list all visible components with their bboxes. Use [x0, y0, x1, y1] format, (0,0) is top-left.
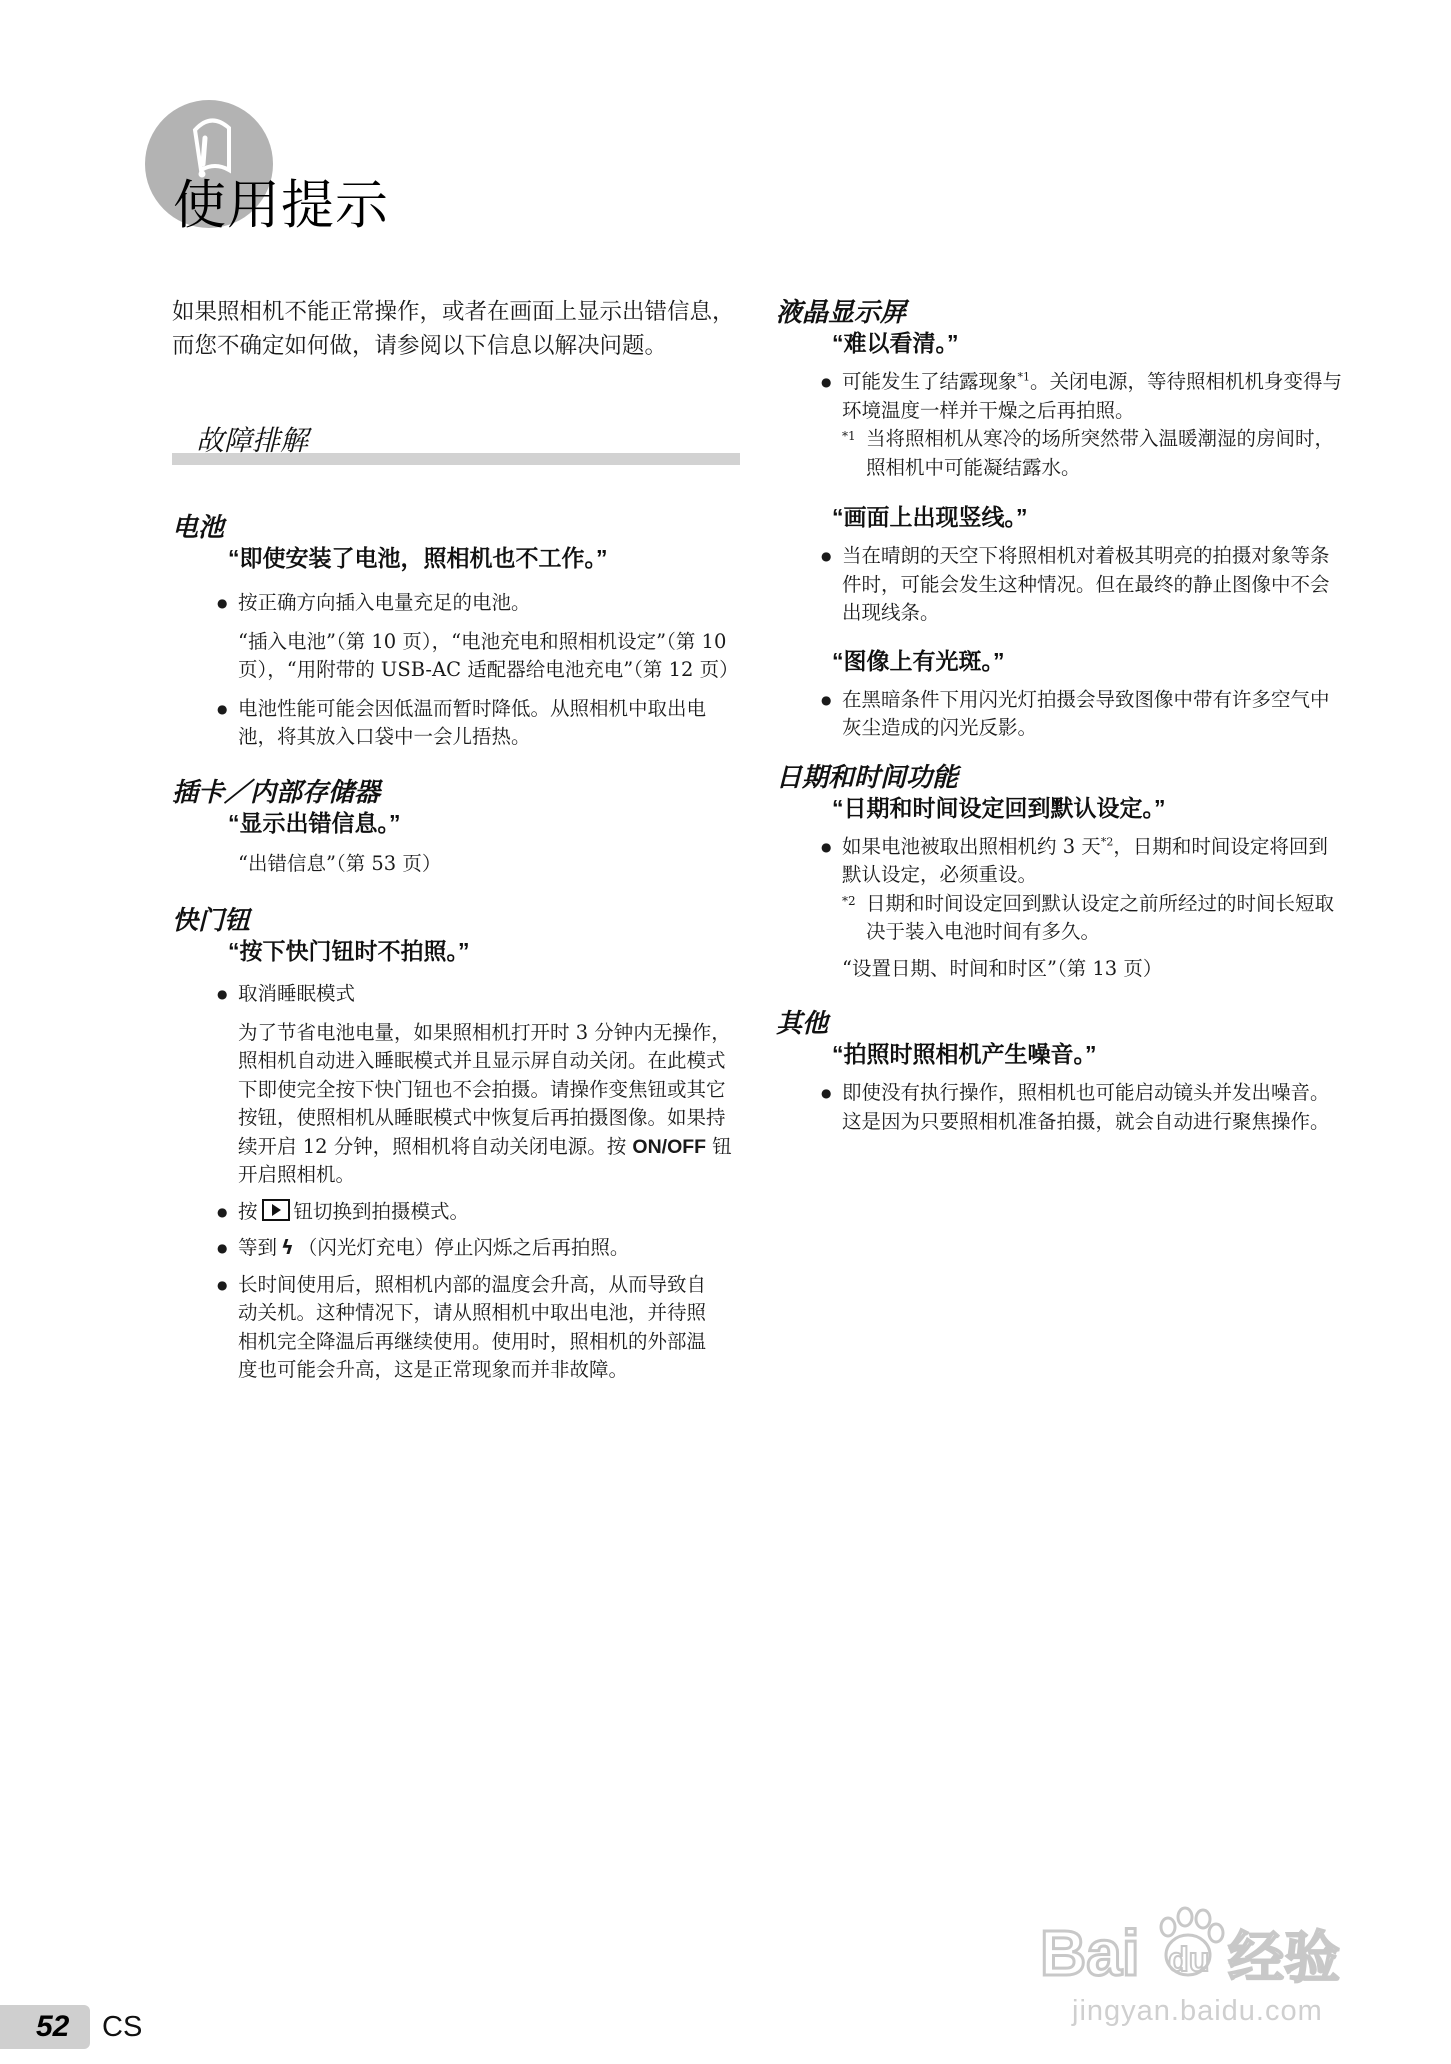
other-heading: 其他 — [776, 1008, 829, 1038]
battery-heading: 电池 — [172, 512, 225, 542]
right-column — [776, 296, 1346, 1136]
flash-post: （闪光灯充电）停止闪烁之后再拍照。 — [297, 1236, 630, 1259]
title-block — [145, 100, 565, 235]
playback-pre: 按 — [238, 1199, 258, 1223]
datetime-pre: 如果电池被取出照相机约 3 天 — [842, 834, 1101, 858]
playback-button-icon — [262, 1199, 290, 1221]
card-section — [172, 776, 740, 879]
footnote-2-mark: *2 — [842, 893, 856, 908]
footnote-1 — [842, 425, 1346, 482]
section-title: 故障排解 — [196, 425, 309, 456]
footnote-1-mark: *1 — [842, 429, 856, 443]
sleep-detail-text: 为了节省电池电量，如果照相机打开时 3 分钟内无操作，照相机自动进入睡眠模式并且显示屏自动关闭。在此模式下即使完全按下快门钮也不会拍摄。请操作变焦钮或其它按钮，使照相机从睡眠模式中恢复后再拍摄图像。如果持续开启 12 分钟，照相机将自动关闭电源。按 — [238, 1020, 731, 1158]
card-reference: “出错信息”（第 53 页） — [238, 851, 442, 875]
shutter-bullet-2 — [217, 1198, 740, 1227]
lcd-section — [776, 296, 1346, 743]
page-number-box — [0, 2005, 90, 2049]
other-bullet-1: ● 即使没有执行操作，照相机也可能启动镜头并发出噪音。这是因为只要照相机准备拍摄，就会自动进行聚焦操作。 — [821, 1079, 1346, 1136]
page-title: 使用提示 — [173, 175, 389, 235]
lcd-problem-1: “难以看清。” — [832, 330, 959, 356]
shutter-bullet-3 — [217, 1234, 740, 1263]
datetime-bullet-1 — [821, 833, 1346, 890]
footnote-1-text: 当将照相机从寒冷的场所突然带入温暖潮湿的房间时，照相机中可能凝结露水。 — [866, 427, 1335, 479]
condensation-pre: 可能发生了结露现象 — [842, 370, 1018, 393]
lcd-bullet-3: ● 在黑暗条件下用闪光灯拍摄会导致图像中带有许多空气中灰尘造成的闪光反影。 — [821, 686, 1346, 743]
battery-problem: “即使安装了电池，照相机也不工作。” — [228, 545, 608, 571]
battery-bullet-1: ● 按正确方向插入电量充足的电池。 — [217, 589, 740, 618]
paw-logo-icon — [1040, 1905, 1400, 1995]
playback-post: 钮切换到拍摄模式。 — [293, 1199, 470, 1223]
shutter-bullet-1: ● 取消睡眠模式 — [217, 980, 740, 1009]
svg-text:Bai: Bai — [1040, 1917, 1140, 1989]
shutter-heading: 快门钮 — [172, 905, 251, 935]
lcd-problem-3: “图像上有光斑。” — [832, 647, 1005, 674]
baidu-watermark — [1030, 1895, 1410, 2045]
datetime-heading: 日期和时间功能 — [776, 761, 959, 792]
lcd-bullet-2: ● 当在晴朗的天空下将照相机对着极其明亮的拍摄对象等条件时，可能会发生这种情况。但在最终的静止图像中不会出现线条。 — [821, 542, 1346, 628]
lcd-bullet-1 — [821, 368, 1346, 425]
shutter-section — [172, 904, 740, 1385]
language-code: CS — [102, 2011, 143, 2043]
footnote-ref-1: *1 — [1017, 370, 1031, 384]
datetime-reference: “设置日期、时间和时区”（第 13 页） — [842, 956, 1163, 980]
page-number: 52 — [36, 2010, 70, 2043]
battery-bullet-2: ● 电池性能可能会因低温而暂时降低。从照相机中取出电池，将其放入口袋中一会儿捂热。 — [217, 695, 740, 752]
card-heading: 插卡／内部存储器 — [172, 776, 381, 807]
shutter-sleep-detail — [217, 1019, 740, 1190]
flash-icon: ϟ — [281, 1236, 294, 1259]
footnote-2-text: 日期和时间设定回到默认设定之前所经过的时间长短取决于装入电池时间有多久。 — [866, 891, 1335, 943]
watermark-url: jingyan.baidu.com — [1072, 1995, 1323, 2027]
sleep-detail-end: 钮开启照相机。 — [238, 1134, 732, 1186]
onoff-button-label: ON/OFF — [632, 1135, 707, 1158]
footnote-ref-2: *2 — [1100, 835, 1114, 848]
datetime-post: ，日期和时间设定将回到默认设定，必须重设。 — [842, 834, 1328, 886]
other-problem: “拍照时照相机产生噪音。” — [832, 1041, 1097, 1067]
svg-text:du: du — [1168, 1941, 1210, 1979]
other-section — [776, 1007, 1346, 1136]
battery-section — [172, 511, 740, 752]
battery-reference: “插入电池”（第 10 页），“电池充电和照相机设定”（第 10 页），“用附带的 USB-AC 适配器给电池充电”（第 12 页） — [238, 629, 739, 681]
datetime-section — [776, 761, 1346, 984]
shutter-bullet-4: ● 长时间使用后，照相机内部的温度会升高，从而导致自动关机。这种情况下，请从照相机中取出电池，并待照相机完全降温后再继续使用。使用时，照相机的外部温度也可能会升高，这是正常现象而并非故障。 — [217, 1271, 740, 1385]
datetime-problem: “日期和时间设定回到默认设定。” — [832, 794, 1166, 821]
footnote-2 — [842, 890, 1346, 947]
condensation-post: 。关闭电源，等待照相机机身变得与环境温度一样并干燥之后再拍照。 — [842, 370, 1343, 422]
lcd-heading: 液晶显示屏 — [776, 297, 907, 327]
shutter-problem: “按下快门钮时不拍照。” — [228, 938, 470, 964]
intro-paragraph: 如果照相机不能正常操作，或者在画面上显示出错信息，而您不确定如何做，请参阅以下信息以解决问题。 — [172, 299, 735, 359]
section-banner — [172, 423, 740, 473]
card-problem: “显示出错信息。” — [228, 809, 401, 836]
flash-pre: 等到 — [238, 1236, 278, 1259]
left-column — [172, 296, 740, 1385]
svg-text:经验: 经验 — [1228, 1926, 1340, 1991]
lcd-problem-2: “画面上出现竖线。” — [832, 504, 1028, 530]
